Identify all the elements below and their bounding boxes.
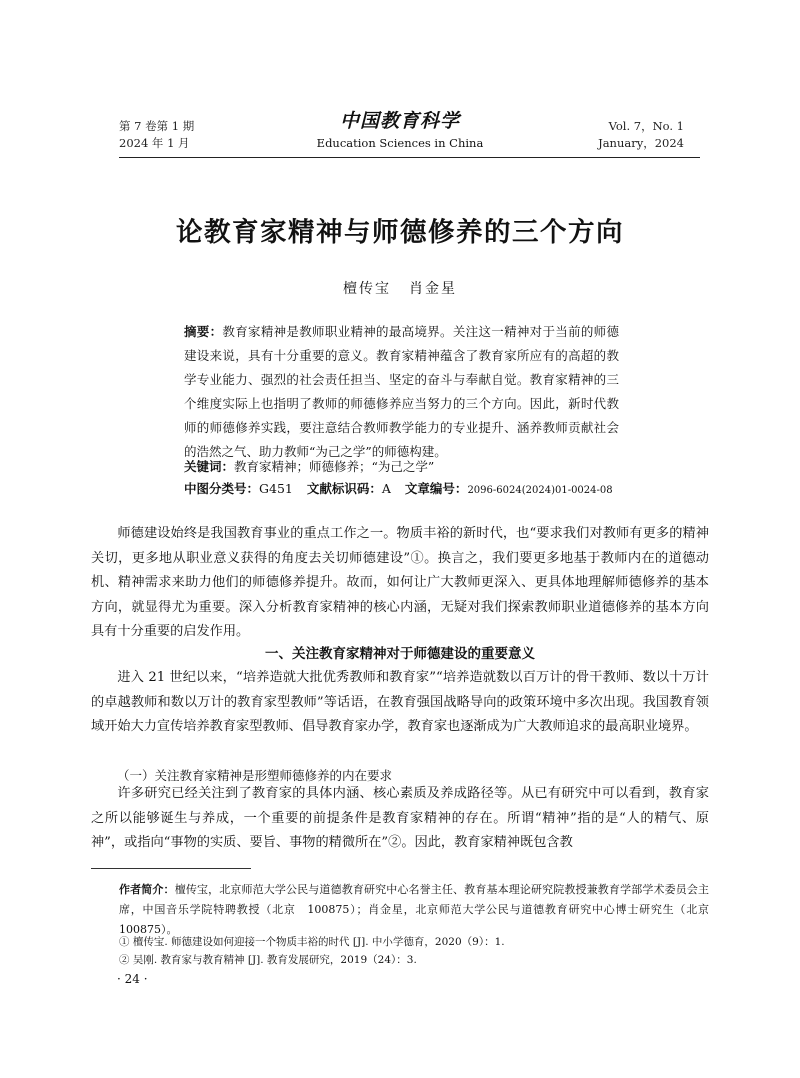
author-bio-note bbox=[119, 880, 720, 940]
section-heading: 一、关注教育家精神对于师德建设的重要意义 bbox=[265, 646, 535, 662]
header-divider bbox=[119, 157, 700, 158]
paper-title: 论教育家精神与师德修养的三个方向 bbox=[176, 217, 624, 248]
journal-masthead bbox=[270, 110, 530, 152]
clc-label: 中图分类号： bbox=[184, 481, 260, 496]
issue-date-en: January，2024 bbox=[598, 136, 684, 150]
article-number-value: 2096-6024(2024)01-0024-08 bbox=[467, 485, 613, 496]
subsection-heading: （一）关注教育家精神是形塑师德修养的内在要求 bbox=[117, 768, 393, 783]
keywords-text: 教育家精神；师德修养；“为己之学” bbox=[234, 459, 435, 474]
author-name: 肖金星 bbox=[409, 281, 457, 297]
footnote-2: ② 吴刚. 教育家与教育精神 [J]. 教育发展研究，2019（24）：3. bbox=[119, 954, 417, 966]
keywords bbox=[184, 456, 644, 478]
abstract-label: 摘要： bbox=[184, 324, 223, 339]
author-bio-text: 檀传宝，北京师范大学公民与道德教育研究中心名誉主任、教育基本理论研究院教授兼教育学部学术委员会主席，中国音乐学院特聘教授（北京 100875）；肖金星，北京师范大学公民与道德教育研究中心博士研究生（北京 100875）。 bbox=[119, 883, 720, 936]
doc-code-label: 文献标识码： bbox=[306, 481, 382, 496]
author-name: 檀传宝 bbox=[343, 281, 391, 297]
body-paragraph-3: 许多研究已经关注到了教育家的具体内涵、核心素质及养成路径等。从已有研究中可以看到，教育家之所以能够诞生与养成，一个重要的前提条件是教育家精神的存在。所谓“精神”指的是“人的精气、原神”，或指向“事物的实质、要旨、事物的精微所在”②。因此，教育家精神既包含教 bbox=[91, 786, 709, 851]
issue-info bbox=[119, 118, 194, 152]
issue-info-en bbox=[598, 118, 684, 152]
abstract-text: 教育家精神是教师职业精神的最高境界。关注这一精神对于当前的师德建设来说，具有十分重要的意义。教育家精神蕴含了教育家所应有的高超的教学专业能力、强烈的社会责任担当、坚定的奋斗与奉献自觉。教育家精神的三个维度实际上也指明了教师的师德修养应当努力的三个方向。因此，新时代教师的师德修养实践，要注意结合教师教学能力的专业提升、涵养教师贡献社会的浩然之气、助力教师“为己之学”的师德构建。 bbox=[184, 324, 619, 459]
journal-name-en: Education Sciences in China bbox=[316, 136, 484, 150]
footnote-divider bbox=[91, 868, 251, 869]
body-paragraph-2: 进入 21 世纪以来，“培养造就大批优秀教师和教育家”“培养造就数以百万计的骨干教师、数以十万计的卓越教师和数以万计的教育家型教师”等话语，在教育强国战略导向的政策环境中多次出现。我国教育领域开始大力宣传培养教育家型教师、倡导教育家办学，教育家也逐渐成为广大教师追求的最高职业境界。 bbox=[91, 670, 709, 735]
author-bio-label: 作者简介： bbox=[119, 883, 175, 896]
abstract bbox=[184, 320, 619, 464]
keywords-label: 关键词： bbox=[184, 459, 235, 474]
volume-issue-en: Vol. 7，No. 1 bbox=[608, 119, 684, 133]
body-paragraph-1: 师德建设始终是我国教育事业的重点工作之一。物质丰裕的新时代，也“要求我们对教师有更多的精神关切，更多地从职业意义获得的角度去关切师德建设”①。换言之，我们要更多地基于教师内在的道德动机、精神需求来助力他们的师德修养提升。故而，如何让广大教师更深入、更具体地理解师德修养的基本方向，就显得尤为重要。深入分析教育家精神的核心内涵，无疑对我们探索教师职业道德修养的基本方向具有十分重要的启发作用。 bbox=[91, 526, 709, 640]
journal-logo-cn: 中国教育科学 bbox=[339, 110, 460, 132]
author-list bbox=[100, 278, 700, 298]
page-number: · 24 · bbox=[117, 972, 148, 986]
clc-value: G451 bbox=[259, 481, 293, 496]
article-number-label: 文章编号： bbox=[404, 481, 468, 496]
footnote-1: ① 檀传宝. 师德建设如何迎接一个物质丰裕的时代 [J]. 中小学德育，2020（9）：1. bbox=[119, 936, 505, 948]
issue-date: 2024 年 1 月 bbox=[119, 136, 190, 150]
classification-line bbox=[184, 478, 644, 502]
doc-code-value: A bbox=[381, 481, 391, 496]
volume-issue: 第 7 卷第 1 期 bbox=[119, 119, 195, 133]
